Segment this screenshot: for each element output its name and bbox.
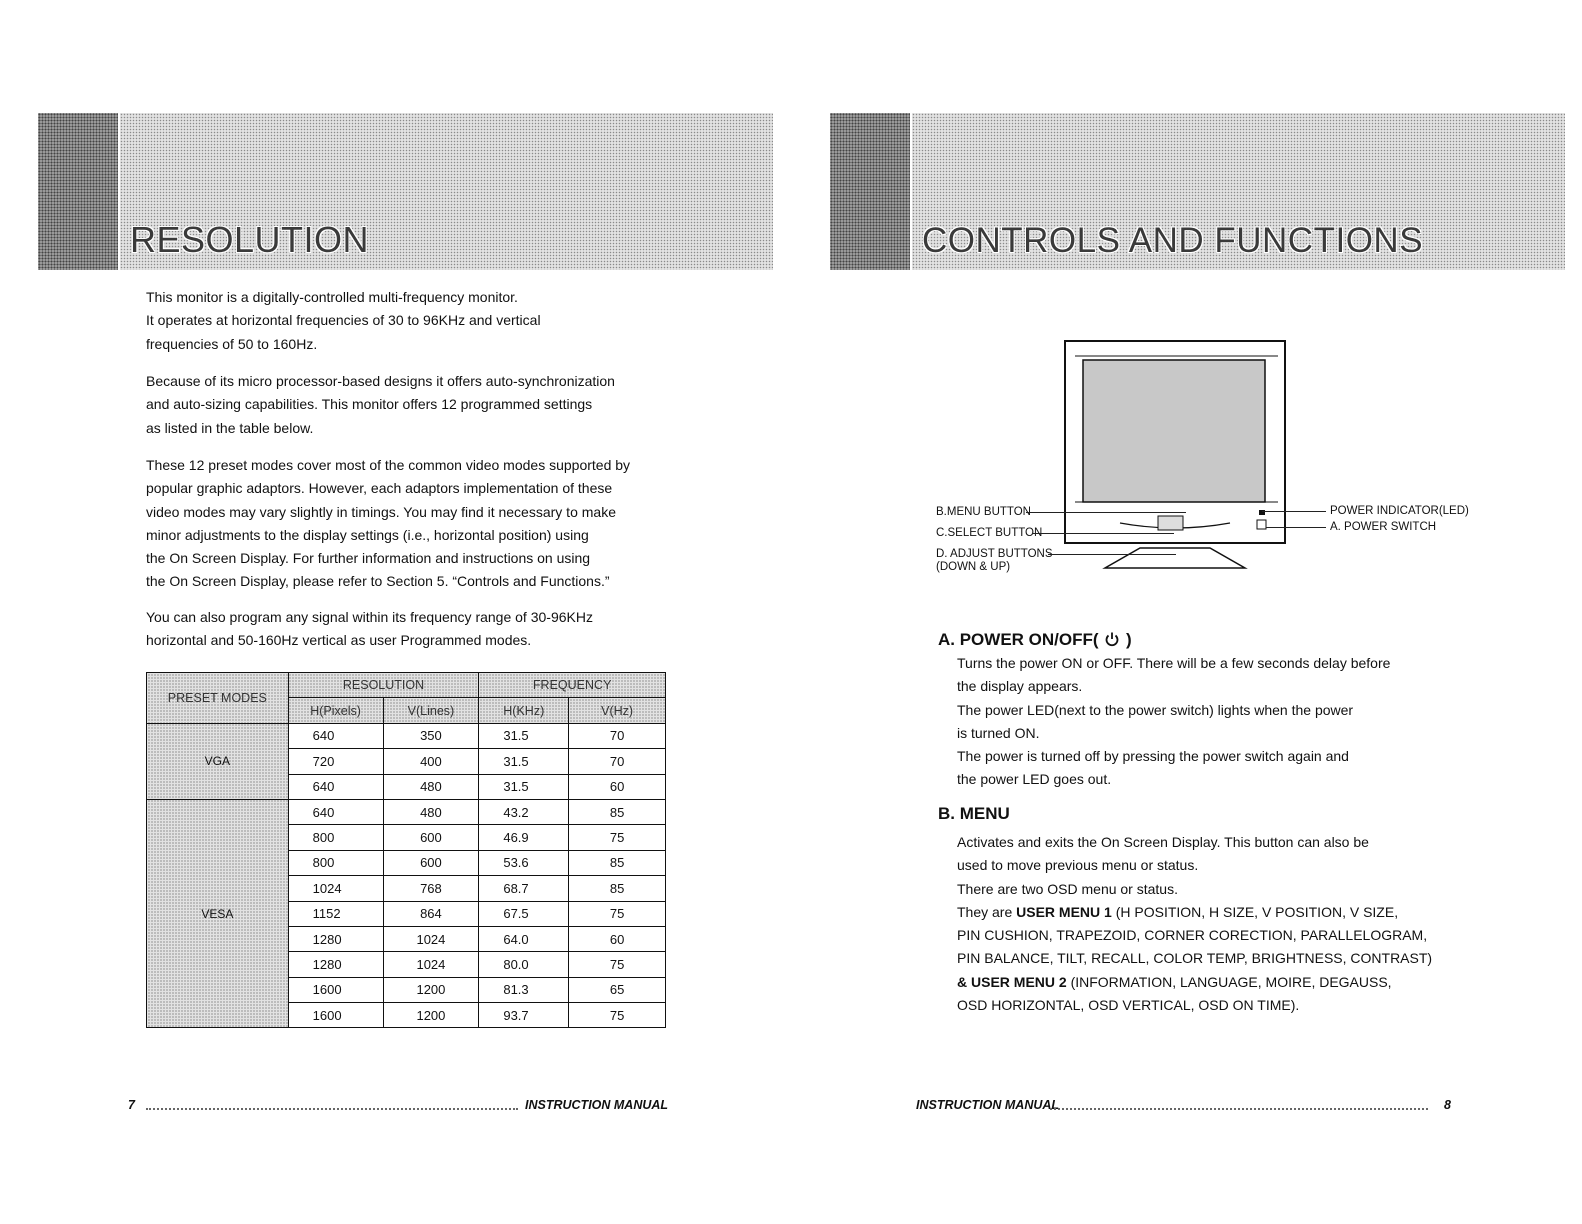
right-footer-dots xyxy=(1050,1108,1428,1110)
h-khz-cell: 53.6 xyxy=(479,850,569,875)
h-pixels-cell: 1600 xyxy=(288,1003,383,1028)
menu-section-body xyxy=(957,831,1432,1017)
preset-mode-cell: VGA xyxy=(147,723,289,799)
v-lines-cell: 1200 xyxy=(383,977,479,1002)
menu-line-7 xyxy=(957,971,1432,994)
h-khz-cell: 81.3 xyxy=(479,977,569,1002)
h-pixels-cell: 1024 xyxy=(288,876,383,901)
v-hz-cell: 85 xyxy=(569,876,666,901)
user-modes-paragraph: You can also program any signal within its frequency range of 30-96KHz horizontal and 50-160Hz vertical as user Programmed modes. xyxy=(146,609,593,649)
v-lines-cell: 350 xyxy=(383,723,479,748)
h-khz-cell: 46.9 xyxy=(479,825,569,850)
power-line-5: The power is turned off by pressing the power switch again and xyxy=(957,748,1349,765)
user-menu-1-list-a: (H POSITION, H SIZE, V POSITION, V SIZE, xyxy=(1111,903,1399,920)
menu-line-8: OSD HORIZONTAL, OSD VERTICAL, OSD ON TIME). xyxy=(957,997,1300,1014)
page-title-resolution: RESOLUTION xyxy=(130,219,370,260)
v-lines-cell: 600 xyxy=(383,825,479,850)
table-row xyxy=(147,799,666,824)
h-pixels-cell: 640 xyxy=(288,774,383,799)
v-hz-cell: 75 xyxy=(569,1003,666,1028)
menu-line-4 xyxy=(957,901,1432,924)
menu-line-3: There are two OSD menu or status. xyxy=(957,880,1178,897)
h-khz-cell: 31.5 xyxy=(479,774,569,799)
user-menu-2-label: & USER MENU 2 xyxy=(957,973,1067,990)
preset-modes-header: PRESET MODES xyxy=(147,673,289,724)
select-button-leader xyxy=(1032,533,1174,534)
v-hz-cell: 60 xyxy=(569,926,666,951)
left-page-number: 7 xyxy=(128,1098,135,1112)
select-button-label: C.SELECT BUTTON xyxy=(936,527,1043,539)
right-footer-label: INSTRUCTION MANUAL xyxy=(916,1098,1060,1112)
menu-line-2: used to move previous menu or status. xyxy=(957,857,1199,874)
power-line-6: the power LED goes out. xyxy=(957,771,1112,788)
right-page-number: 8 xyxy=(1444,1098,1451,1112)
adjust-buttons-leader xyxy=(1048,554,1176,555)
banner-dark-block xyxy=(38,113,118,270)
v-hz-cell: 75 xyxy=(569,952,666,977)
left-footer-label: INSTRUCTION MANUAL xyxy=(525,1098,669,1112)
power-section-body xyxy=(957,652,1390,792)
menu-line-5: PIN CUSHION, TRAPEZOID, CORNER CORECTION, PARALLELOGRAM, xyxy=(957,927,1428,944)
monitor-screen xyxy=(1083,360,1265,502)
h-pixels-cell: 1152 xyxy=(288,901,383,926)
control-buttons-cluster xyxy=(1158,516,1183,530)
menu-line-1: Activates and exits the On Screen Display. This button can also be xyxy=(957,834,1369,850)
menu-button-label: B.MENU BUTTON xyxy=(936,506,1031,518)
v-lines-cell: 768 xyxy=(383,876,479,901)
power-section-title-close: ) xyxy=(1126,630,1132,649)
v-lines-cell: 480 xyxy=(383,799,479,824)
monitor-stand xyxy=(1105,548,1245,568)
h-pixels-cell: 640 xyxy=(288,723,383,748)
power-line-4: is turned ON. xyxy=(957,724,1040,741)
h-khz-cell: 93.7 xyxy=(479,1003,569,1028)
v-lines-cell: 600 xyxy=(383,850,479,875)
power-switch-icon xyxy=(1257,520,1266,529)
adjust-buttons-label: D. ADJUST BUTTONS (DOWN & UP) xyxy=(936,548,1053,573)
h-pixels-cell: 640 xyxy=(288,799,383,824)
v-hz-cell: 85 xyxy=(569,850,666,875)
power-line-3: The power LED(next to the power switch) lights when the power xyxy=(957,701,1354,718)
h-pixels-cell: 800 xyxy=(288,825,383,850)
h-khz-cell: 43.2 xyxy=(479,799,569,824)
they-are-text: They are xyxy=(957,903,1017,920)
menu-button-leader xyxy=(1026,512,1186,513)
h-pixels-cell: 1600 xyxy=(288,977,383,1002)
v-hz-cell: 75 xyxy=(569,901,666,926)
v-lines-cell: 1200 xyxy=(383,1003,479,1028)
v-lines-cell: 1024 xyxy=(383,952,479,977)
frequency-header: FREQUENCY xyxy=(479,673,666,698)
h-khz-cell: 31.5 xyxy=(479,749,569,774)
v-hz-cell: 70 xyxy=(569,749,666,774)
h-pixels-cell: 1280 xyxy=(288,952,383,977)
v-lines-cell: 864 xyxy=(383,901,479,926)
power-line-1: Turns the power ON or OFF. There will be a few seconds delay before xyxy=(957,655,1391,671)
v-hz-cell: 70 xyxy=(569,723,666,748)
h-pixels-cell: 800 xyxy=(288,850,383,875)
v-hz-cell: 60 xyxy=(569,774,666,799)
power-section-title xyxy=(938,630,1132,650)
menu-section-title: B. MENU xyxy=(938,804,1010,823)
banner-dark-block xyxy=(830,113,910,270)
user-menu-1-label: USER MENU 1 xyxy=(1016,903,1112,920)
left-footer-dots xyxy=(146,1108,518,1110)
v-lines-header: V(Lines) xyxy=(383,698,479,723)
power-switch-leader xyxy=(1266,527,1326,528)
h-khz-cell: 64.0 xyxy=(479,926,569,951)
monitor-diagram xyxy=(1050,338,1300,583)
v-lines-cell: 1024 xyxy=(383,926,479,951)
intro-paragraph: This monitor is a digitally-controlled multi-frequency monitor. It operates at horizontal frequencies of 30 to 96KHz and vertical frequencies of 50 to 160Hz. xyxy=(146,289,541,352)
v-lines-cell: 480 xyxy=(383,774,479,799)
power-switch-label: A. POWER SWITCH xyxy=(1330,521,1437,533)
h-khz-cell: 80.0 xyxy=(479,952,569,977)
power-section-title-text: A. POWER ON/OFF( xyxy=(938,630,1099,649)
resolution-table xyxy=(146,672,666,1028)
h-khz-cell: 31.5 xyxy=(479,723,569,748)
v-hz-cell: 65 xyxy=(569,977,666,1002)
power-line-2: the display appears. xyxy=(957,678,1083,695)
h-khz-cell: 68.7 xyxy=(479,876,569,901)
power-indicator-leader xyxy=(1262,511,1326,512)
resolution-header: RESOLUTION xyxy=(288,673,479,698)
table-header-row xyxy=(147,673,666,698)
h-khz-cell: 67.5 xyxy=(479,901,569,926)
menu-line-6: PIN BALANCE, TILT, RECALL, COLOR TEMP, BRIGHTNESS, CONTRAST) xyxy=(957,950,1433,967)
right-title-banner xyxy=(830,113,1565,270)
left-title-banner xyxy=(38,113,773,270)
preset-mode-cell: VESA xyxy=(147,799,289,1028)
power-indicator-label: POWER INDICATOR(LED) xyxy=(1330,505,1469,517)
h-pixels-cell: 1280 xyxy=(288,926,383,951)
user-menu-2-list-a: (INFORMATION, LANGUAGE, MOIRE, DEGAUSS, xyxy=(1066,973,1392,990)
power-symbol-icon xyxy=(1103,630,1121,650)
v-hz-cell: 85 xyxy=(569,799,666,824)
h-khz-header: H(KHz) xyxy=(479,698,569,723)
page-title-controls: CONTROLS AND FUNCTIONS xyxy=(922,221,1424,260)
h-pixels-cell: 720 xyxy=(288,749,383,774)
h-pixels-header: H(Pixels) xyxy=(288,698,383,723)
v-hz-cell: 75 xyxy=(569,825,666,850)
v-lines-cell: 400 xyxy=(383,749,479,774)
capabilities-paragraph: Because of its micro processor-based designs it offers auto-synchronization and auto-sizing capabilities. This monitor offers 12 programmed settings as listed in the table below. xyxy=(146,373,615,436)
preset-modes-paragraph: These 12 preset modes cover most of the common video modes supported by popular graphic adaptors. However, each adaptors implementation of these video modes may vary slightly in timings. You may find it necessary to make minor adjustments to the display settings (i.e., horizontal position) using the On Screen Display. For further information and instructions on using the On Screen Display, please refer to Section 5. “Controls and Functions.” xyxy=(146,457,631,590)
v-hz-header: V(Hz) xyxy=(569,698,666,723)
table-row xyxy=(147,723,666,748)
